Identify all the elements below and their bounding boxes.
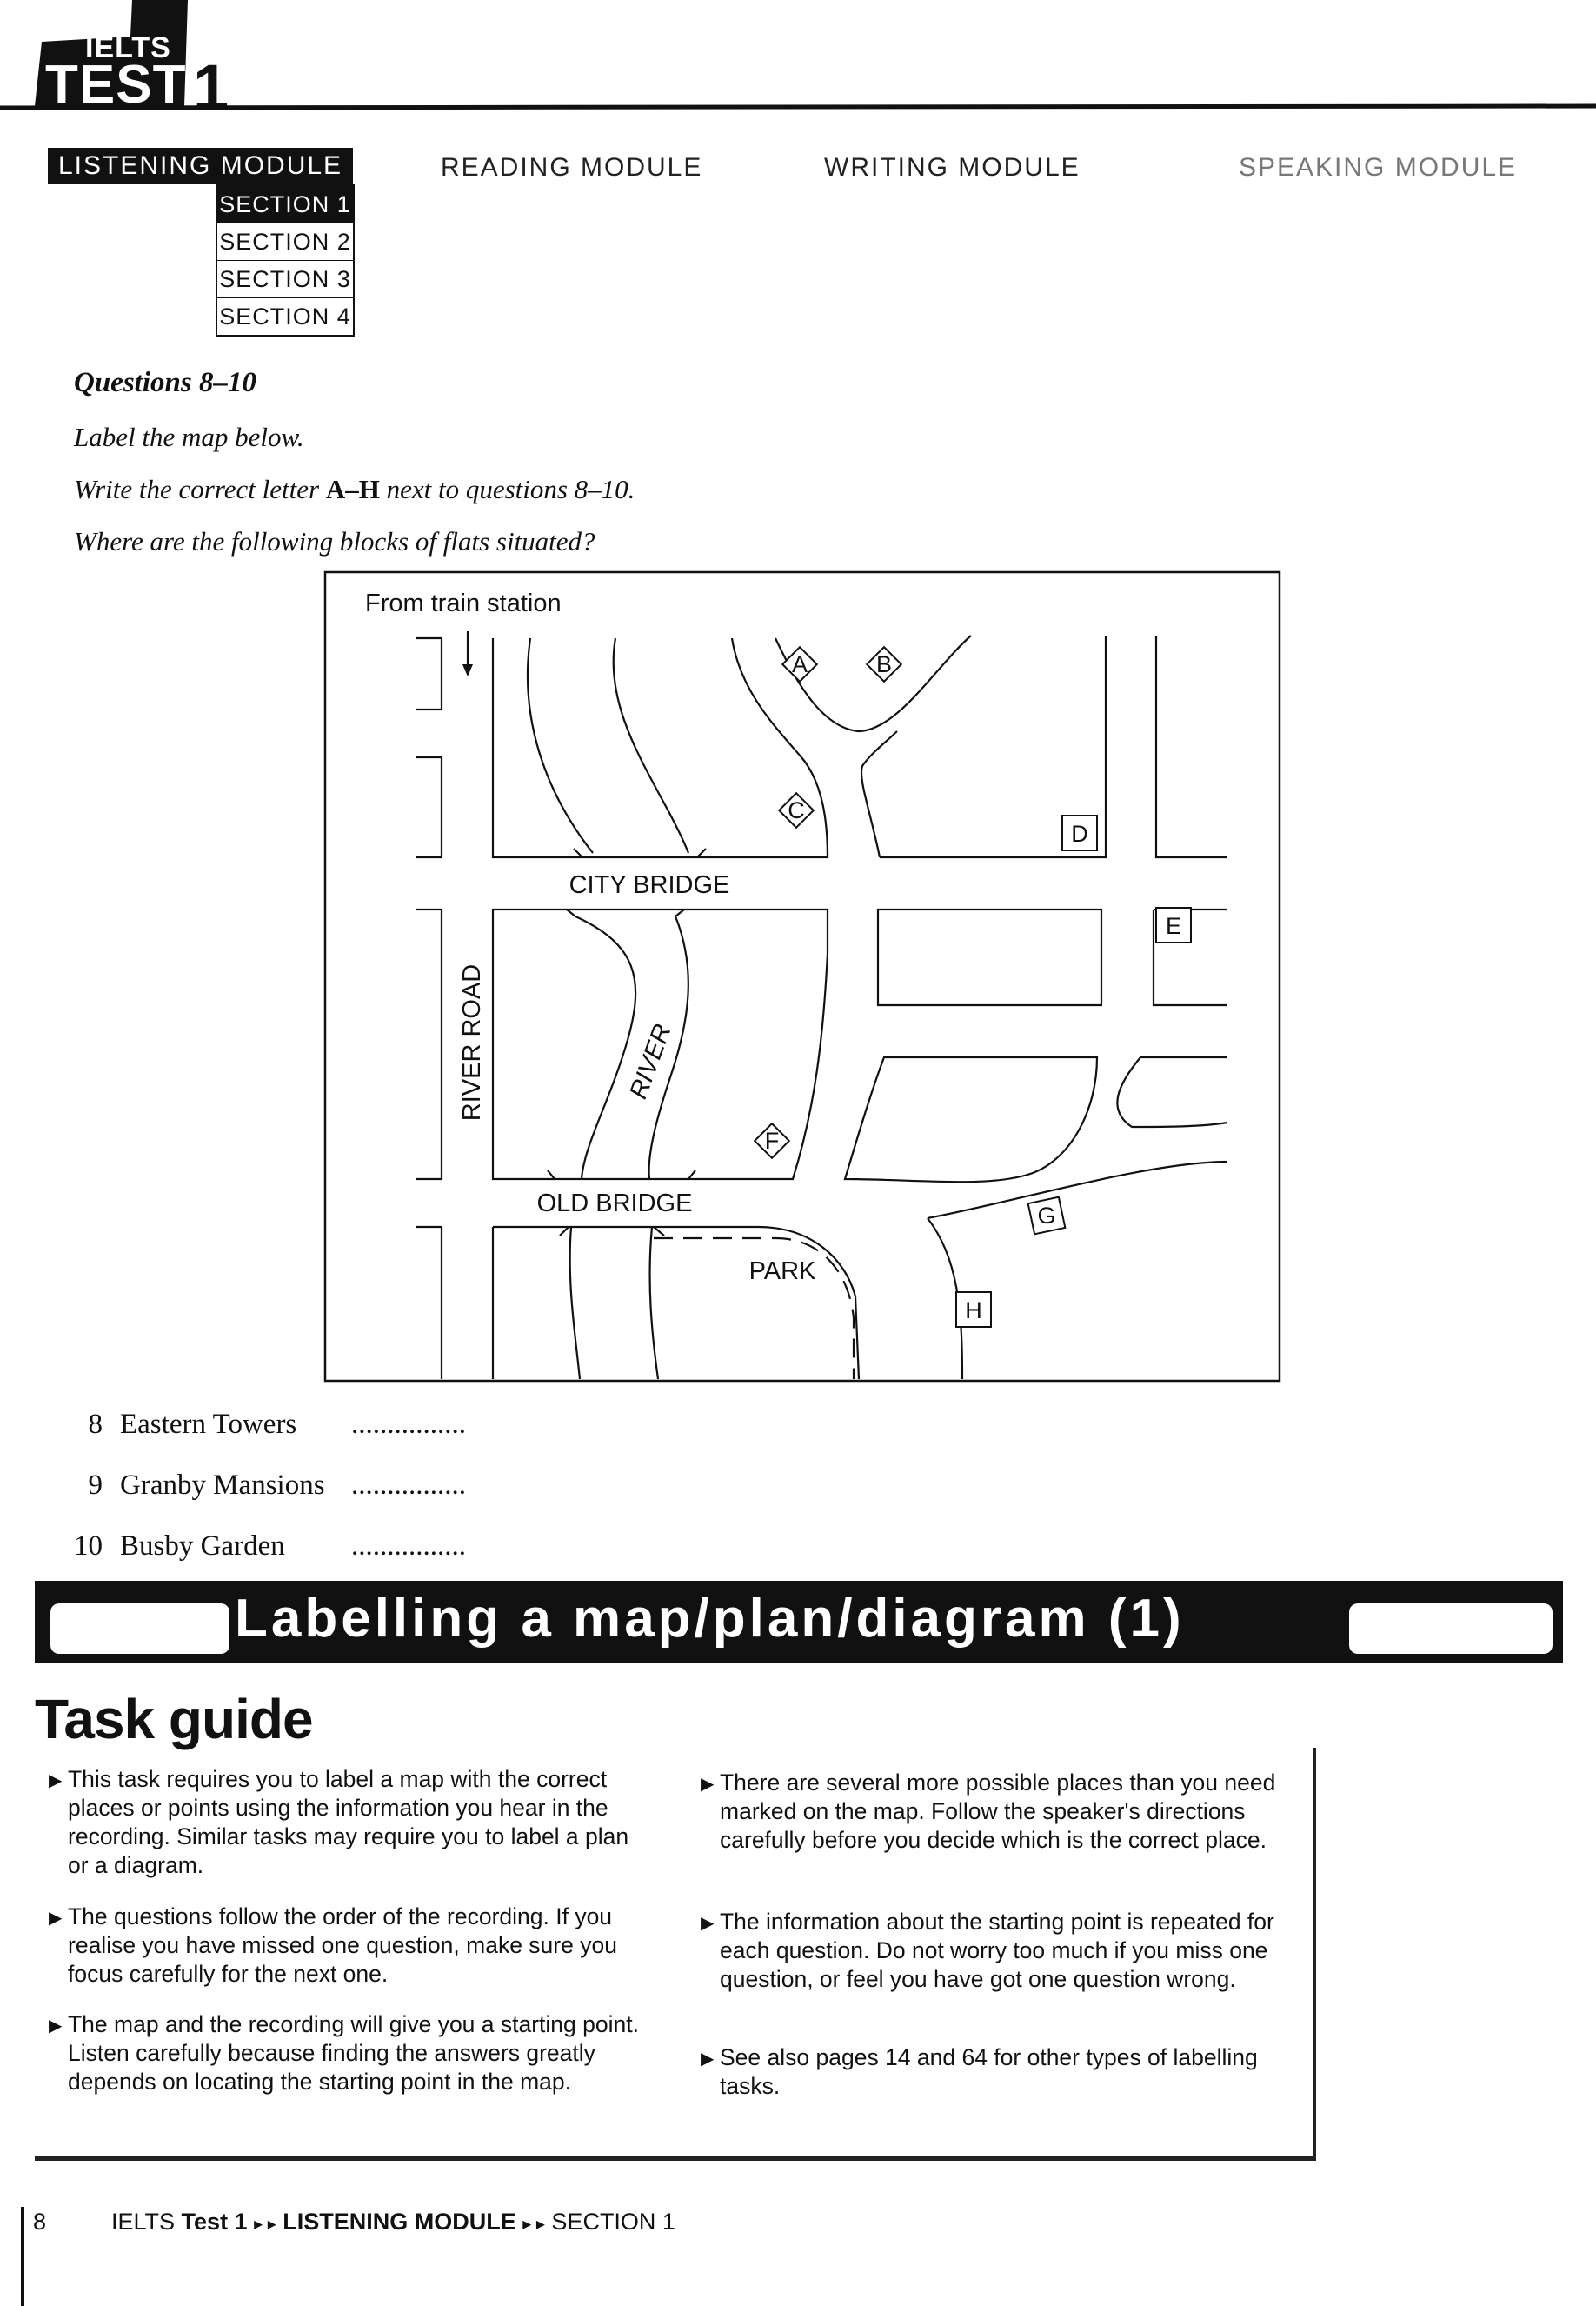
footer-breadcrumb bbox=[111, 2209, 675, 2236]
city-bridge-label: CITY BRIDGE bbox=[569, 871, 730, 899]
map-letter-e: E bbox=[1165, 913, 1182, 939]
map-letter-d: D bbox=[1071, 821, 1088, 847]
tip-left-2 bbox=[49, 1903, 642, 1989]
section-4-tab[interactable]: SECTION 4 bbox=[217, 297, 353, 335]
answer-place: Eastern Towers bbox=[120, 1409, 297, 1440]
answer-row-10 bbox=[59, 1530, 466, 1563]
answer-blank[interactable]: ................ bbox=[351, 1470, 466, 1501]
section-2-tab[interactable]: SECTION 2 bbox=[217, 223, 353, 260]
bullet-arrow-icon: ▶ bbox=[701, 1775, 715, 1794]
bullet-arrow-icon: ▶ bbox=[49, 1771, 63, 1790]
nav-listening-module[interactable]: LISTENING MODULE bbox=[48, 148, 353, 184]
questions-heading: Questions 8–10 bbox=[74, 367, 256, 398]
logo-test-text: TEST bbox=[45, 55, 187, 115]
breadcrumb-section: SECTION 1 bbox=[551, 2209, 675, 2235]
tip-text: There are several more possible places than you need marked on the map. Follow the speaker's directions carefully before you decide which is the correct place. bbox=[720, 1769, 1276, 1853]
answer-number: 9 bbox=[88, 1470, 103, 1501]
answer-number: 8 bbox=[88, 1409, 103, 1440]
tip-text: This task requires you to label a map with the correct places or points using the information you hear in the recording. Similar tasks may require you to label a plan or a diagram. bbox=[68, 1766, 629, 1878]
page-number: 8 bbox=[33, 2209, 47, 2235]
nav-writing-module[interactable]: WRITING MODULE bbox=[824, 153, 1081, 182]
river-label: RIVER bbox=[624, 1020, 677, 1103]
instruction-line-3: Where are the following blocks of flats situated? bbox=[74, 526, 595, 557]
nav-speaking-module[interactable]: SPEAKING MODULE bbox=[1239, 153, 1518, 182]
bullet-arrow-icon: ▶ bbox=[701, 2049, 715, 2069]
map-letter-g: G bbox=[1037, 1203, 1056, 1229]
map-letter-f: F bbox=[764, 1128, 780, 1154]
answer-row-8 bbox=[59, 1409, 466, 1441]
instruction-line-2 bbox=[74, 474, 635, 505]
map-letter-c: C bbox=[788, 797, 805, 823]
task-guide-title: Task guide bbox=[35, 1688, 313, 1750]
map-letter-a: A bbox=[791, 651, 808, 677]
tip-right-1 bbox=[701, 1769, 1293, 1855]
instruction-letter-range: A–H bbox=[325, 474, 380, 504]
section-menu bbox=[216, 184, 355, 337]
bullet-arrow-icon: ▶ bbox=[49, 2016, 63, 2036]
test-number: 1 bbox=[193, 51, 229, 123]
instruction-line-1: Label the map below. bbox=[74, 422, 304, 452]
answer-blank[interactable]: ................ bbox=[351, 1530, 466, 1562]
tip-text: The information about the starting point is repeated for each question. Do not worry too much if you miss one question, or feel you have got one question wrong. bbox=[720, 1909, 1274, 1992]
instruction-line-2-pre: Write the correct letter bbox=[74, 474, 326, 504]
breadcrumb-test: Test 1 bbox=[181, 2209, 248, 2235]
tip-right-3 bbox=[701, 2043, 1293, 2101]
answer-place: Busby Garden bbox=[120, 1530, 285, 1562]
banner-left-pill bbox=[50, 1603, 229, 1654]
answer-blank[interactable]: ................ bbox=[351, 1409, 466, 1440]
river-road-label: RIVER ROAD bbox=[458, 963, 486, 1122]
instruction-line-2-post: next to questions 8–10. bbox=[379, 474, 635, 504]
breadcrumb-separator-icon: ▸ ▸ bbox=[254, 2215, 276, 2234]
section-3-tab[interactable]: SECTION 3 bbox=[217, 260, 353, 297]
old-bridge-label: OLD BRIDGE bbox=[536, 1190, 693, 1217]
logo-ielts-text: IELTS bbox=[85, 31, 171, 64]
answer-place: Granby Mansions bbox=[120, 1470, 325, 1501]
breadcrumb-separator-icon: ▸ ▸ bbox=[522, 2215, 545, 2234]
bullet-arrow-icon: ▶ bbox=[701, 1914, 715, 1933]
tip-left-3 bbox=[49, 2010, 642, 2096]
bullet-arrow-icon: ▶ bbox=[49, 1909, 63, 1928]
section-1-tab[interactable]: SECTION 1 bbox=[217, 186, 353, 223]
header-rule bbox=[0, 103, 1596, 111]
footer-rule bbox=[21, 2207, 24, 2306]
banner-right-pill bbox=[1349, 1603, 1553, 1654]
banner-title: Labelling a map/plan/diagram (1) bbox=[235, 1589, 1185, 1649]
town-map bbox=[323, 570, 1281, 1383]
tip-text: The map and the recording will give you a starting point. Listen carefully because finding the answers greatly depends on locating the starting point in the map. bbox=[68, 2011, 639, 2095]
tip-text: See also pages 14 and 64 for other types of labelling tasks. bbox=[720, 2044, 1258, 2099]
tip-right-2 bbox=[701, 1908, 1293, 1994]
nav-reading-module[interactable]: READING MODULE bbox=[441, 153, 703, 182]
map-letter-b: B bbox=[875, 651, 893, 677]
tip-left-1 bbox=[49, 1765, 642, 1880]
map-letter-h: H bbox=[965, 1297, 982, 1323]
breadcrumb-module: LISTENING MODULE bbox=[283, 2209, 516, 2235]
tip-text: The questions follow the order of the recording. If you realise you have missed one question, make sure you focus carefully for the next one. bbox=[68, 1903, 617, 1987]
map-start-label: From train station bbox=[365, 590, 562, 617]
breadcrumb-prefix: IELTS bbox=[111, 2209, 176, 2235]
park-label: PARK bbox=[748, 1257, 816, 1285]
answer-row-9 bbox=[59, 1470, 466, 1502]
answer-number: 10 bbox=[74, 1530, 103, 1562]
